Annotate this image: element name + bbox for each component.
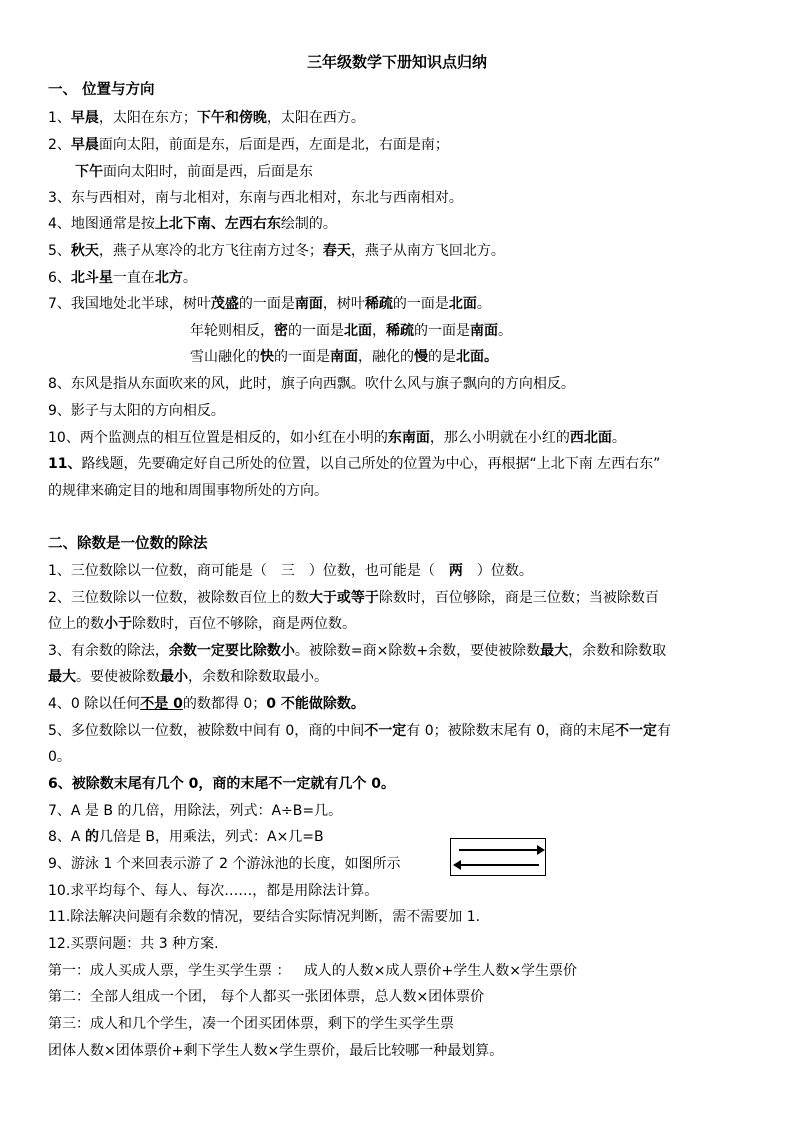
round-trip-arrows-icon: [451, 839, 547, 877]
text: ，那么小明就在小红的: [429, 430, 570, 446]
text: ，太阳在西方。: [266, 110, 365, 126]
text: ）位数，也可能是（: [308, 563, 435, 579]
text: 4、地图通常是按: [48, 216, 155, 232]
ticket-option-3: 第三：成人和几个学生，凑一个团买团体票，剩下的学生买学生票: [48, 1016, 454, 1032]
point-2-5-cont: 0。: [48, 749, 71, 765]
text: 11、: [48, 456, 82, 472]
text: 。要使被除数: [76, 669, 160, 685]
text: 早晨: [70, 137, 99, 153]
text: 第一：成人买成人票，学生买学生票 ：: [48, 963, 291, 979]
text: 南面: [294, 296, 323, 312]
text: 的一面是: [414, 323, 470, 339]
text: 面向太阳时，前面是西，后面是东: [103, 164, 313, 180]
blank-answer: 两: [448, 563, 463, 579]
text: 。被除数=商×除数+余数，要使被除数: [294, 643, 541, 659]
text: 5、: [48, 243, 71, 259]
text: 大于或等于: [308, 590, 379, 606]
text: 有 0；被除数末尾有 0，商的末尾: [406, 723, 615, 739]
point-1-5: [48, 241, 758, 261]
text: 秋天: [70, 243, 99, 259]
text: 有: [656, 723, 671, 739]
text: 东南面: [387, 430, 430, 446]
text: 北面。: [456, 349, 498, 365]
point-2-9: 9、游泳 1 个来回表示游了 2 个游泳池的长度，如图所示: [48, 856, 401, 872]
text: 路线题，先要确定好自己所处的位置，以自己所处的位置为中心，再根据“上北下南 左西右东”: [81, 456, 661, 472]
text: 最大: [540, 643, 569, 659]
point-2-2-cont: [48, 614, 758, 634]
text: 10、两个监测点的相互位置是相反的，如小红在小明的: [48, 430, 388, 446]
text: ，余数和除数取: [568, 643, 667, 659]
point-1-9: 9、影子与太阳的方向相反。: [48, 403, 225, 419]
text: 的一面是: [238, 296, 295, 312]
point-2-4: [48, 694, 758, 714]
text: ，余数和除数取最小。: [188, 669, 328, 685]
text: 的一面是: [392, 296, 449, 312]
point-1-1: [48, 108, 758, 128]
text: 0 不能做除数。: [266, 696, 365, 712]
text: 快: [260, 349, 274, 365]
text: 。: [611, 430, 626, 446]
text: 4、0 除以任何: [48, 696, 141, 712]
text: 绘制的。: [280, 216, 337, 232]
point-2-2: [48, 588, 758, 608]
text: 1、三位数除以一位数，商可能是（: [48, 563, 267, 579]
text: ，树叶: [322, 296, 365, 312]
point-2-7: 7、A 是 B 的几倍，用除法，列式：A÷B=几。: [48, 803, 343, 819]
text: 茂盛: [210, 296, 239, 312]
text: ，太阳在东方；: [98, 110, 197, 126]
point-2-1: [48, 561, 758, 581]
text: 北面: [448, 296, 477, 312]
text: 不一定: [614, 723, 657, 739]
ticket-option-2: 第二：全部人组成一个团， 每个人都买一张团体票，总人数×团体票价: [48, 989, 485, 1005]
text: 小于: [104, 616, 132, 632]
text: 的一面是: [274, 349, 330, 365]
text: 位上的数: [48, 616, 104, 632]
text: 2、: [48, 137, 71, 153]
text: ，: [372, 323, 386, 339]
ticket-option-3-cont: 团体人数×团体票价+剩下学生人数×学生票价，最后比较哪一种最划算。: [48, 1043, 504, 1059]
text: 几倍是 B，用乘法，列式：A×几=B: [98, 829, 324, 845]
text: 。: [476, 296, 491, 312]
text: 最大: [48, 669, 76, 685]
point-2-5: [48, 721, 758, 741]
text: 上北下南、左西右东: [154, 216, 281, 232]
page-title: 三年级数学下册知识点归纳: [306, 53, 487, 71]
swimming-pool-diagram: [450, 838, 546, 876]
section-heading-position: 一、 位置与方向: [48, 82, 155, 98]
text: 8、A: [48, 829, 85, 845]
point-2-3: [48, 641, 758, 661]
text: 密: [274, 323, 288, 339]
text: 的是: [428, 349, 456, 365]
text: 北面: [344, 323, 372, 339]
text: 北方: [154, 270, 183, 286]
text: 成人的人数×成人票价+学生人数×学生票价: [303, 963, 578, 979]
text: 的数都得 0；: [182, 696, 267, 712]
text: ）位数。: [476, 563, 533, 579]
point-1-2: [48, 135, 758, 155]
point-2-3-cont: [48, 667, 758, 687]
text: 除数时，百位够除，商是三位数；当被除数百: [378, 590, 659, 606]
text: 雪山融化的: [190, 349, 260, 365]
point-1-7: [48, 294, 758, 314]
point-2-8: [48, 827, 758, 847]
text: 。: [182, 270, 197, 286]
text: ，燕子从寒冷的北方飞往南方过冬；: [98, 243, 323, 259]
point-1-3: 3、东与西相对，南与北相对，东南与西北相对，东北与西南相对。: [48, 190, 463, 206]
text: 春天: [322, 243, 351, 259]
ticket-option-1: [48, 961, 758, 981]
point-2-6: 6、被除数末尾有几个 0，商的末尾不一定就有几个 0。: [48, 776, 395, 792]
point-1-8: 8、东风是指从东面吹来的风，此时，旗子向西飘。吹什么风与旗子飘向的方向相反。: [48, 376, 575, 392]
section-heading-division: 二、除数是一位数的除法: [48, 536, 208, 552]
text: 面向太阳，前面是东，后面是西，左面是北，右面是南；: [98, 137, 449, 153]
text: 除数时，百位不够除，商是两位数。: [132, 616, 356, 632]
text: 一直在: [112, 270, 155, 286]
text: 下午: [75, 164, 103, 180]
point-2-11: 11.除法解决问题有余数的情况，要结合实际情况判断，需不需要加 1.: [48, 909, 481, 925]
blank-answer: 三: [280, 563, 295, 579]
text: 西北面: [569, 430, 612, 446]
text: 下午和傍晚: [196, 110, 267, 126]
text: 南面: [470, 323, 498, 339]
text: 最小: [160, 669, 188, 685]
text: ，燕子从南方飞回北方。: [350, 243, 505, 259]
point-1-4: [48, 214, 758, 234]
text: 1、: [48, 110, 71, 126]
text: 7、我国地处北半球，树叶: [48, 296, 211, 312]
text: 3、有余数的除法，: [48, 643, 169, 659]
point-1-7-snow: [190, 347, 794, 367]
text: ，融化的: [358, 349, 414, 365]
point-1-10: [48, 428, 758, 448]
text: 不一定: [364, 723, 407, 739]
point-1-11-cont: 的规律来确定目的地和周围事物所处的方向。: [48, 483, 328, 499]
point-2-12: 12.买票问题：共 3 种方案.: [48, 936, 219, 952]
text: 的: [84, 829, 99, 845]
text: 6、: [48, 270, 71, 286]
text: 稀疏: [386, 323, 414, 339]
text: 稀疏: [364, 296, 393, 312]
point-1-6: [48, 268, 758, 288]
text: 。: [498, 323, 512, 339]
text: 慢: [414, 349, 428, 365]
text: 不是 0: [140, 696, 183, 712]
point-1-11: [48, 454, 758, 474]
text: 早晨: [70, 110, 99, 126]
point-1-2-cont: [75, 162, 785, 182]
text: 5、多位数除以一位数，被除数中间有 0，商的中间: [48, 723, 365, 739]
text: 南面: [330, 349, 358, 365]
point-1-7-rings: [190, 321, 794, 341]
text: 2、三位数除以一位数，被除数百位上的数: [48, 590, 309, 606]
text: 年轮则相反，: [190, 323, 274, 339]
text: 的一面是: [288, 323, 344, 339]
point-2-10: 10.求平均每个、每人、每次……，都是用除法计算。: [48, 883, 379, 899]
text: 北斗星: [70, 270, 113, 286]
text: 余数一定要比除数小: [168, 643, 295, 659]
